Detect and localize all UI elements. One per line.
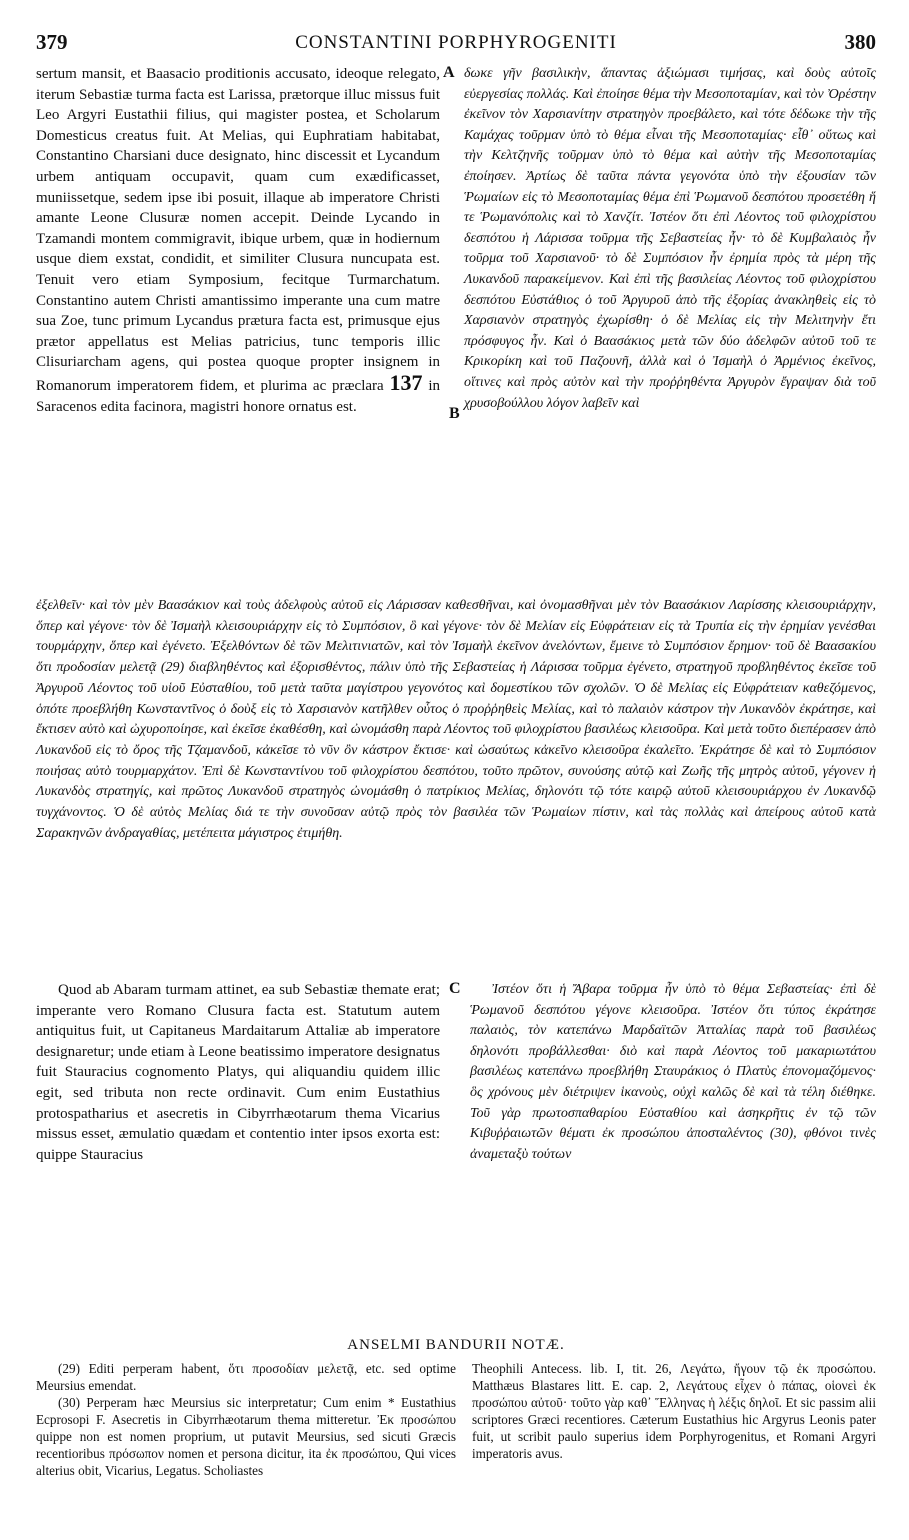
latin-paragraph-2: Quod ab Abaram turmam attinet, ea sub Sebastiæ themate erat; imperante vero Romano Clusura facta est. Statutum autem antiquitus fuit, ut Capitaneus Mardaitarum Attaliæ ab imperatore designaretur; unde etiam à Leone beatissimo imperatore designatus fuit Stauracius cognomento Platys, qui aliquandiu quidem illic egit, sed tributa non recte ordinavit. Cum enim Eustathius protospatharius et asecretis in Cibyrrhæotarum thema Vicarius missus esset, æmulatio quædam et contentio inter ipsos exorta est: quippe Stauracius bbox=[36, 982, 440, 1163]
running-title: CONSTANTINI PORPHYROGENITI bbox=[295, 32, 617, 53]
marginal-page-number: 137 bbox=[389, 369, 423, 395]
greek-paragraph-1: δωκε γῆν βασιλικὴν, ἅπαντας ἀξιώμασι τιμήσας, καὶ δοὺς αὐτοῖς εὐεργεσίας πολλάς. Καὶ ἐποίησε θέμα τὴν Μεσοποταμίαν, καὶ τὸν Ὀρέστην ἐκεῖνον τὸν Χαρσιανίτην στρατηγὸν προεβάλετο, καὶ τότε δέδωκε τὴν τῆς Καμάχας τοῦρμαν ὑπὸ τὸ θέμα εἶναι τῆς Μεσοποταμίας· εἶθ᾽ οὕτως καὶ τὴν Κελτζηνῆς τοῦρμαν ὑπὸ τὸ θέμα καὶ αὐτὴν τῆς Μεσοποταμίας ἐποίησεν. Ἀρτίως δὲ ταῦτα πάντα γεγονότα ὑπὸ τὴν ἐξουσίαν τῶν Ῥωμαίων εἰς τὸ Μεσοποταμίας θέμα ἐπὶ Ῥωμανοῦ δεσπότου προσετέθη ἥ τε Ῥωμανόπολις καὶ τὸ Χανζίτ. Ἰστέον ὅτι ἐπὶ Λέοντος τοῦ φιλοχρίστου δεσπότου ἡ Λάρισσα τοῦρμα τῆς Σεβαστείας ἦν· τὸ δὲ Κυμβαλαιὸς ἦν τοῦρμα τοῦ Χαρσιανοῦ· τὸ δὲ Συμπόσιον ἦν ἐρημία πρὸς τὰ μέρη τῆς Λυκανδοῦ παρακείμενον. Καὶ ἐπὶ τῆς βασιλείας Λέοντος τοῦ φιλοχρίστου δεσπότου Εὐστάθιος ὁ τοῦ Ἀργυροῦ ἀπὸ τῆς ἐξορίας ἀνακληθεὶς εἰς τὸ Χαρσιανὸν στρατηγὸς ἐχωρίσθη· ὁ δὲ Μελίας εἰς τὴν Μελιτηνὴν ἔτι πρόσφυγος ἦν. Καὶ ὁ Βαασάκιος μετὰ τῶν δύο ἀδελφῶν αὐτοῦ τοῦ τε Κρικορίκη καὶ τοῦ Παζουνῆ, ἀλλὰ καὶ ὁ Ἰσμαὴλ ὁ Ἀρμένιος ἐκεῖνος, οἵτινες καὶ πρὸς αὐτὸν καὶ τὴν προῤῥηθέντα Ἀργυρὸν ἔγραψαν διὰ τοῦ χρυσοβούλλου λόγον λαβεῖν καὶ bbox=[464, 66, 876, 411]
margin-marker-c: C bbox=[449, 980, 461, 997]
page-number-right: 380 bbox=[844, 30, 876, 54]
latin-column-1 bbox=[36, 64, 440, 594]
note-29: (29) Editi perperam habent, ὅτι προσοδίαν μελετᾷ, etc. sed optime Meursius emendat. bbox=[36, 1361, 456, 1393]
greek-paragraph-full: ἐξελθεῖν· καὶ τὸν μὲν Βαασάκιον καὶ τοὺς ἀδελφοὺς αὐτοῦ εἰς Λάρισσαν καθεσθῆναι, καὶ ὀνομασθῆναι μὲν τὸν Βαασάκιον Λαρίσσης κλεισουριάρχην, ὅπερ καὶ γέγονε· τὸν δὲ Ἰσμαὴλ κλεισουριάρχην εἰς τὸ Συμπόσιον, ὃ καὶ γέγονε· τὸν δὲ Μελίαν εἰς Εὐφράτειαν εἰς τὰ Τρυπία εἰς τὴν ἐρημίαν γενέσθαι τουρμάρχην, ὅπερ καὶ ἐγένετο. Ἐξελθόντων δὲ τῶν Μελιτινιατῶν, καὶ τὸν Ἰσμαὴλ ἐκεῖνον ἀνελόντων, ἔμεινε τὸ Συμπόσιον ἔρημον· τοῦ δὲ Βαασακίου ὅτι προδοσίαν μελετᾷ (29) διαβληθέντος καὶ ἐξορισθέντος, πάλιν ὑπὸ τῆς Σεβαστείας ἡ Λάρισσα τοῦρμα ἐγένετο, στρατηγοῦ προβληθέντος ἐκεῖσε τοῦ Ἀργυροῦ Λέοντος τοῦ υἱοῦ Εὐσταθίου, τοῦ μετὰ ταῦτα μαγίστρου γεγονότος καὶ δομεστίκου τῶν σχολῶν. Ὁ δὲ Μελίας εἰς Εὐφράτειαν καθεζόμενος, ὁπότε προεβλήθη Κωνσταντῖνος ὁ δοὺξ εἰς τὸ Χαρσιανὸν κατῆλθεν οὗτος ὁ προῤῥηθεὶς Μελίας, καὶ τὸ παλαιὸν κάστρον τὴν Λυκανδὸν ἐκράτησε, καὶ ἔκτισεν αὐτὸ καὶ ὠχυροποίησε, καὶ ἐκεῖσε ἐκαθέσθη, καὶ ὠνομάσθη παρὰ Λέοντος τοῦ φιλοχρίστου βασιλέως κλεισοῦρα. Καὶ μετὰ τοῦτο διεπέρασεν ἀπὸ Λυκανδοῦ εἰς τὸ ὄρος τῆς Τζαμανδοῦ, κἀκεῖσε τὸ νῦν ὂν κάστρον ἔκτισε· καὶ ὡσαύτως κἀκεῖνο κλεισοῦρα ἐκαλεῖτο. Ἐκράτησε δὲ καὶ τὸ Συμπόσιον ποιήσας αὐτὸ τουρμαρχάτον. Ἐπὶ δὲ Κωνσταντίνου τοῦ φιλοχρίστου δεσπότου, τοῦτο πρῶτον, συνούσης αὐτῷ καὶ Ζωῆς τῆς μητρὸς αὐτοῦ, γέγονεν ἡ Λυκανδὸς στρατηγίς, καὶ πρῶτος Λυκανδοῦ στρατηγὸς ὠνομάσθη ὁ πατρίκιος Μελίας, δηλονότι τῷ τότε καιρῷ αὐτοῦ κλεισουριάρχου ἐν Λυκανδῷ τυγχάνοντος. Ὁ δὲ αὐτὸς Μελίας διά τε τὴν συνοῦσαν αὐτῷ πρὸς τὸν βασιλέα τῶν Ῥωμαίων πίστιν, καὶ τὰς πολλὰς καὶ ἀπείρους αὐτοῦ κατὰ Σαρακηνῶν ἀνδραγαθίας, μετέπειτα μάγιστρος ἐτιμήθη. bbox=[36, 598, 876, 841]
margin-marker-a: A bbox=[443, 64, 455, 81]
note-30-continued: Theophili Antecess. lib. I, tit. 26, Λεγάτω, ἤγουν τῷ ἐκ προσώπου. Matthæus Blastares litt. E. cap. 2, Λεγάτους εἶχεν ὁ πάπας, οἱονεὶ ἐκ προσώπου αὐτοῦ· τοῦτο γὰρ καθ᾽ Ἕλληνας ἡ λέξις δηλοῖ. Et sic passim alii scriptores Græci recentiores. Cæterum Eustathius hic Argyrus Leonis pater fuit, ut scribit paulo superius idem Porphyrogenitus, et Romani Argyri imperatoris avus. bbox=[472, 1361, 876, 1461]
notes-left-column bbox=[36, 1360, 456, 1530]
margin-marker-b: B bbox=[449, 405, 460, 422]
latin-text-1b: in Saracenos edita facinora, magistri honore ornatus est. bbox=[36, 377, 441, 415]
notes-heading: ANSELMI BANDURII NOTÆ. bbox=[347, 1337, 565, 1353]
notes-right-column bbox=[472, 1360, 876, 1530]
latin-text-1a: sertum mansit, et Baasacio proditionis accusato, ideoque relegato, iterum Sebastiæ turma facta est Larissa, prætorque illuc missus fuit Leo Argyri Eustathii filius, qui magister postea, et Scholarum Domesticus creatus fuit. At Melias, qui Euphratiam habitabat, Constantino Charsiani duce designato, hinc discessit et Lycandum urbem antiquam occupavit, quam cum exædificasset, muniissetque, sedem ipse ibi posuit, illaque ab imperatore Christi amante Leone Clusuræ nomen accepit. Deinde Lycando in Tzamandi montem commigravit, ibique urbem, quæ in hodiernum usque diem exstat, condidit, et similiter Clusura nuncupata est. Tenuit vero etiam Symposium, fecitque Turmarchatum. Constantino autem Christi amantissimo imperante una cum matre sua Zoe, tunc primum Lycandus prætura facta est, primusque ejus prætor appellatus est Melias patricius, tunc temporis illic Clisuriarcham agens, qui postea quoque propter insignem in Romanorum imperatorem fidem, et plurima ac præclara bbox=[36, 66, 440, 394]
greek-column-1 bbox=[464, 64, 876, 594]
page-header bbox=[36, 30, 876, 60]
note-30: (30) Perperam hæc Meursius sic interpretatur; Cum enim * Eustathius Ecprosopi F. Asecretis in Cibyrrhæotarum thema mitteretur. Ἐκ προσώπου quippe non est nomen proprium, ut putavit Meursius, sed sicuti Græcis recentioribus πρόσωπον nomen et persona dicitur, ita ἐκ προσώπου, Qui vices alterius obit, Vicarius, Legatus. Scholiastes bbox=[36, 1395, 456, 1478]
latin-paragraph-1 bbox=[36, 64, 440, 417]
greek-full-width-text bbox=[36, 596, 876, 976]
greek-paragraph-2: Ἰστέον ὅτι ἡ Ἄβαρα τοῦρμα ἦν ὑπὸ τὸ θέμα Σεβαστείας· ἐπὶ δὲ Ῥωμανοῦ δεσπότου γέγονε κλεισοῦρα. Ἰστέον ὅτι τύπος ἐκράτησε παλαιὸς, τὸν κατεπάνω Μαρδαϊτῶν Ἀτταλίας παρὰ τοῦ βασιλέως δηλονότι προβάλλεσθαι· διὸ καὶ παρὰ Λέοντος τοῦ μακαριωτάτου βασιλέως κατεπάνω προεβλήθη Σταυράκιος ὁ Πλατὺς ἐπονομαζόμενος· ὃς χρόνους μὲν διέτριψεν ἱκανοὺς, οὐχὶ καλῶς δὲ καὶ τὰ τέλη διέθηκε. Τοῦ γὰρ πρωτοσπαθαρίου Εὐσταθίου καὶ ἀσηκρῆτις ἐν τῷ τῶν Κιβυῤῥαιωτῶν θέματι ἐκ προσώπου ἀποσταλέντος (30), φθόνοι τινὲς ἀναμεταξὺ τούτων bbox=[470, 982, 876, 1162]
latin-column-2 bbox=[36, 980, 440, 1336]
greek-column-2 bbox=[470, 980, 876, 1336]
page-number-left: 379 bbox=[36, 30, 68, 54]
